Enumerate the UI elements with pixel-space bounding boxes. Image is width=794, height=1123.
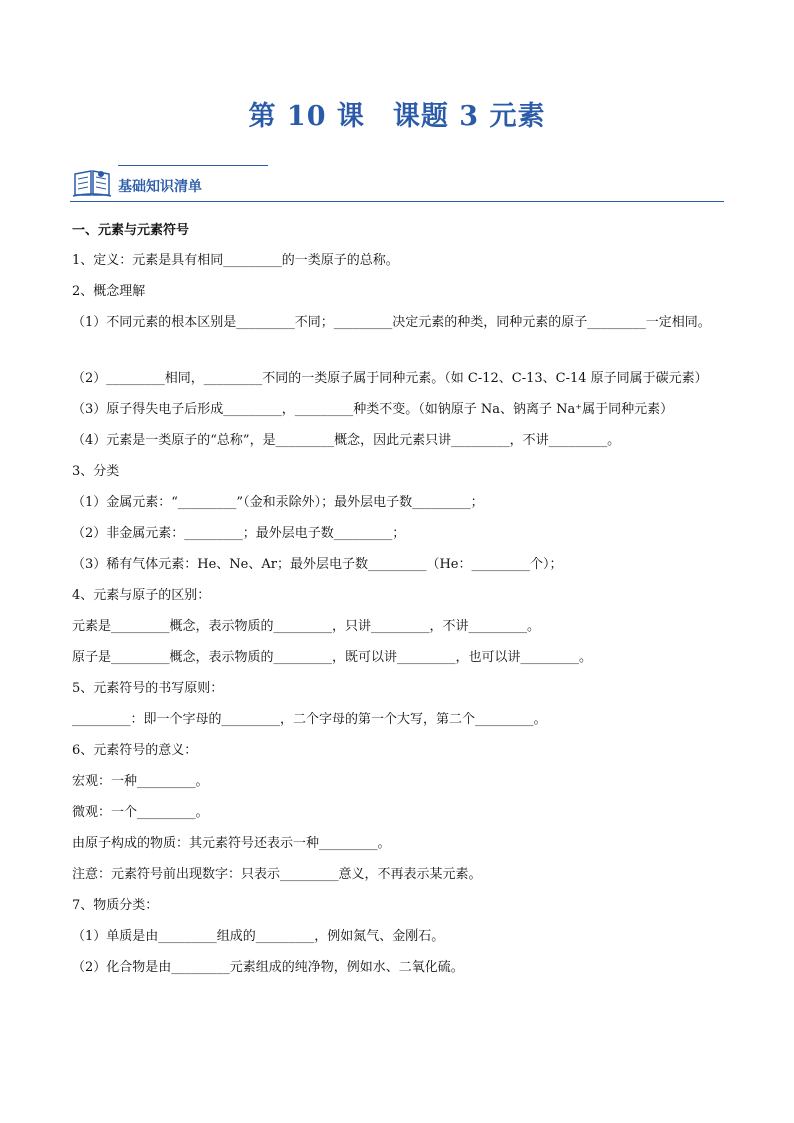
- section-header: [70, 160, 724, 204]
- meaning-micro: 微观：一个_________。: [72, 805, 209, 820]
- meaning-heading: 6、元素符号的意义：: [72, 743, 198, 758]
- meaning-macro: 宏观：一种_________。: [72, 774, 209, 789]
- substance-item-2: （2）化合物是由_________元素组成的纯净物，例如水、二氧化硫。: [72, 960, 464, 975]
- concept-item-4: （4）元素是一类原子的“总称”，是_________概念，因此元素只讲_________，不讲_________。: [72, 433, 621, 448]
- concept-item-1: （1）不同元素的根本区别是_________不同；_________决定元素的种类，同种元素的原子_________一定相同。: [72, 315, 711, 330]
- difference-atom: 原子是_________概念，表示物质的_________，既可以讲_________，也可以讲_________。: [72, 650, 593, 665]
- meaning-atomic-substance: 由原子构成的物质：其元素符号还表示一种_________。: [72, 836, 391, 851]
- concept-item-3: （3）原子得失电子后形成_________，_________种类不变。（如钠原子 Na、钠离子 Na⁺属于同种元素）: [72, 402, 674, 417]
- section-label: 基础知识清单: [118, 179, 202, 195]
- classification-heading: 3、分类: [72, 464, 120, 479]
- worksheet-content: [72, 221, 728, 989]
- concept-item-2: （2）_________相同，_________不同的一类原子属于同种元素。（如 C-12、C-13、C-14 原子同属于碳元素）: [72, 371, 708, 386]
- difference-element: 元素是_________概念，表示物质的_________，只讲_________，不讲_________。: [72, 619, 541, 634]
- heading-elements-and-symbols: 一、元素与元素符号: [72, 223, 190, 238]
- substance-classification-heading: 7、物质分类：: [72, 898, 159, 913]
- open-book-icon: [72, 166, 112, 198]
- difference-heading: 4、元素与原子的区别：: [72, 588, 211, 603]
- header-top-rule: [118, 165, 268, 166]
- definition-line: 1、定义：元素是具有相同_________的一类原子的总称。: [72, 253, 399, 268]
- writing-rule-line: _________：即一个字母的_________，二个字母的第一个大写，第二个_________。: [72, 712, 547, 727]
- concept-heading: 2、概念理解: [72, 284, 146, 299]
- page-title: 第 10 课 课题 3 元素: [248, 101, 546, 132]
- classification-item-2: （2）非金属元素：_________；最外层电子数_________；: [72, 526, 406, 541]
- writing-rule-heading: 5、元素符号的书写原则：: [72, 681, 224, 696]
- meaning-note: 注意：元素符号前出现数字：只表示_________意义，不再表示某元素。: [72, 867, 482, 882]
- classification-item-3: （3）稀有气体元素：He、Ne、Ar；最外层电子数_________（He：_________个）；: [72, 557, 563, 572]
- classification-item-1: （1）金属元素：“_________”（金和汞除外）；最外层电子数_________；: [72, 495, 484, 510]
- header-bottom-rule: [70, 201, 724, 202]
- substance-item-1: （1）单质是由_________组成的_________，例如氮气、金刚石。: [72, 929, 445, 944]
